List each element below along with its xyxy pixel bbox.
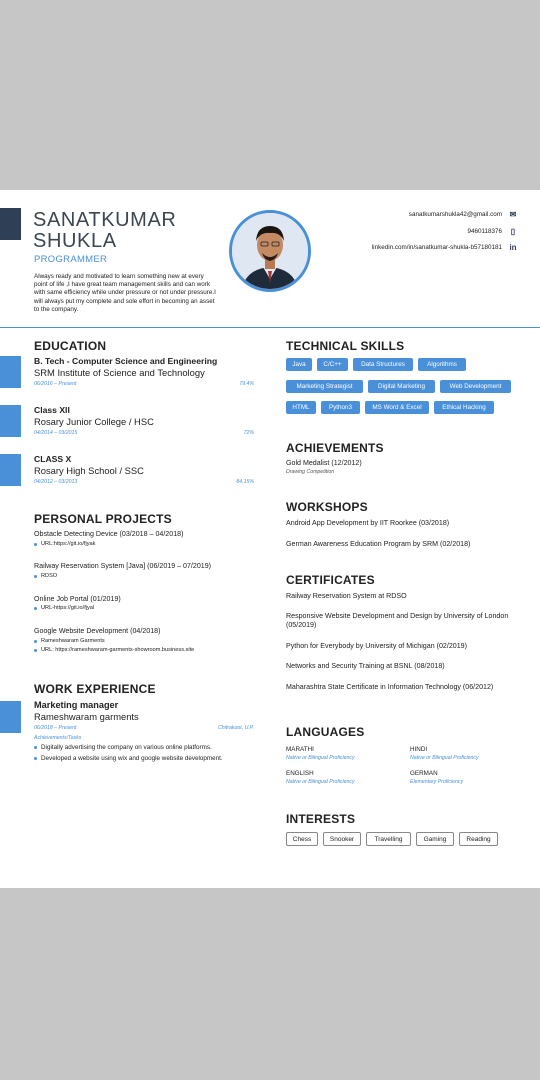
- work-company: Rameshwaram garments: [34, 711, 139, 722]
- interest-tag: Snooker: [323, 832, 361, 846]
- bullet-dot: [34, 640, 37, 643]
- candidate-name: [33, 210, 176, 252]
- education-degree: CLASS X: [34, 454, 72, 464]
- work-location: Chitrakoot, U.P.: [218, 725, 254, 731]
- skill-chip: Digital Marketing: [368, 380, 435, 393]
- certificate-item: Networks and Security Training at BSNL (08/2018): [286, 662, 445, 670]
- interest-tag: Gaming: [416, 832, 454, 846]
- bullet-dot: [34, 757, 37, 760]
- header-divider: [0, 327, 540, 328]
- workshop-item: German Awareness Education Program by SRM (02/2018): [286, 540, 471, 548]
- project-bullet: [34, 638, 105, 644]
- education-degree: Class XII: [34, 405, 70, 415]
- project-bullet[interactable]: [34, 647, 194, 653]
- skill-chip: Python3: [321, 401, 360, 414]
- achievements-heading: ACHIEVEMENTS: [286, 441, 384, 455]
- project-name: Online Job Portal (01/2019): [34, 595, 121, 603]
- interest-tag: Chess: [286, 832, 318, 846]
- last-name: SHUKLA: [33, 230, 117, 252]
- phone-icon: ▯: [510, 227, 516, 236]
- person-portrait-icon: [232, 213, 308, 289]
- certificate-item: Responsive Website Development and Design by University of London (05/2019): [286, 612, 509, 629]
- skill-chip: Ethical Hacking: [434, 401, 494, 414]
- language-name: MARATHI: [286, 746, 314, 753]
- bullet-dot: [34, 607, 37, 610]
- bullet-dot: [34, 649, 37, 652]
- project-bullet[interactable]: [34, 605, 94, 611]
- certificates-heading: CERTIFICATES: [286, 573, 375, 587]
- job-title: PROGRAMMER: [34, 254, 108, 265]
- education-meta: [34, 381, 254, 387]
- project-detail: Rameshwaram Garments: [41, 638, 105, 644]
- linkedin-contact[interactable]: [372, 243, 518, 252]
- email-text: sanatkumarshukla42@gmail.com: [408, 211, 502, 218]
- project-bullet: [34, 573, 57, 579]
- language-level: Elementary Proficiency: [410, 779, 464, 785]
- email-contact[interactable]: [409, 210, 518, 219]
- projects-heading: PERSONAL PROJECTS: [34, 512, 172, 526]
- project-detail: URL-https://git.io/fjyal: [41, 605, 95, 611]
- project-detail: URL:https://git.io/fjyak: [41, 541, 96, 547]
- education-degree: B. Tech - Computer Science and Engineering: [34, 356, 218, 366]
- skill-chip: HTML: [286, 401, 316, 414]
- skill-chip: Java: [286, 358, 312, 371]
- education-marker-1: [0, 356, 21, 388]
- interest-tag: Travelling: [366, 832, 411, 846]
- education-school: Rosary High School / SSC: [34, 465, 144, 476]
- skill-chip: MS Word & Excel: [365, 401, 429, 414]
- phone-contact[interactable]: [467, 227, 518, 236]
- language-level: Native or Bilingual Proficiency: [286, 755, 355, 761]
- skills-heading: TECHNICAL SKILLS: [286, 339, 405, 353]
- certificate-item: Python for Everybody by University of Michigan (02/2019): [286, 642, 467, 650]
- work-marker: [0, 701, 21, 733]
- certificate-item: Maharashtra State Certificate in Information Technology (06/2012): [286, 683, 494, 691]
- education-school: SRM Institute of Science and Technology: [34, 367, 205, 378]
- summary-text: Always ready and motivated to learn something new at every point of life ,I have great team management skills and can work with same efficiency while under pressure or not under pressure.I will always put my complete and sole effort in becoming an asset to the company.: [34, 273, 216, 313]
- education-dates: 04/2014 – 03/2015: [34, 430, 78, 436]
- interest-tag: Reading: [459, 832, 498, 846]
- first-name: SANATKUMAR: [33, 209, 177, 231]
- project-name: Railway Reservation System [Java] (06/2019 – 07/2019): [34, 562, 212, 570]
- education-heading: EDUCATION: [34, 339, 107, 353]
- languages-heading: LANGUAGES: [286, 725, 365, 739]
- education-dates: 06/2016 – Present: [34, 381, 77, 387]
- language-name: GERMAN: [410, 770, 438, 777]
- interests-heading: INTERESTS: [286, 812, 356, 826]
- workshops-heading: WORKSHOPS: [286, 500, 368, 514]
- work-position: Marketing manager: [34, 700, 119, 710]
- skill-chip: C/C++: [317, 358, 348, 371]
- language-level: Native or Bilingual Proficiency: [410, 755, 479, 761]
- work-heading: WORK EXPERIENCE: [34, 682, 156, 696]
- education-score: 79.4%: [239, 381, 254, 387]
- education-score: 84.15%: [236, 479, 254, 485]
- project-name: Obstacle Detecting Device (03/2018 – 04/2018): [34, 530, 184, 538]
- project-detail: URL: https://rameshwaram-garments-showroom.business.site: [41, 647, 195, 653]
- language-level: Native or Bilingual Proficiency: [286, 779, 355, 785]
- education-meta: [34, 430, 254, 436]
- language-name: HINDI: [410, 746, 428, 753]
- work-task: Developed a website using wix and google website development.: [41, 755, 223, 762]
- bullet-dot: [34, 543, 37, 546]
- work-bullet: [34, 755, 223, 762]
- skill-chip: Data Structures: [353, 358, 413, 371]
- education-dates: 04/2012 – 03/2013: [34, 479, 78, 485]
- work-bullet: [34, 744, 212, 751]
- education-score: 72%: [243, 430, 254, 436]
- bullet-dot: [34, 746, 37, 749]
- work-tasks-label: Achievements/Tasks: [34, 735, 82, 741]
- language-name: ENGLISH: [286, 770, 314, 777]
- achievement-name: Gold Medalist (12/2012): [286, 459, 362, 467]
- phone-text: 9460118376: [467, 228, 502, 235]
- education-marker-3: [0, 454, 21, 486]
- skill-chip: Algorithms: [418, 358, 466, 371]
- project-detail: RDSO: [41, 573, 58, 579]
- achievement-detail: Drawing Competition: [286, 469, 335, 475]
- skill-chip: Web Development: [440, 380, 511, 393]
- education-school: Rosary Junior College / HSC: [34, 416, 154, 427]
- work-dates: 06/2018 – Present: [34, 725, 77, 731]
- project-bullet[interactable]: [34, 541, 95, 547]
- profile-photo: [229, 210, 311, 292]
- bullet-dot: [34, 575, 37, 578]
- education-meta: [34, 479, 254, 485]
- certificate-item: Railway Reservation System at RDSO: [286, 592, 407, 600]
- work-meta: [34, 725, 254, 731]
- work-task: Digitally advertising the company on various online platforms.: [41, 744, 212, 751]
- workshop-item: Android App Development by IIT Roorkee (03/2018): [286, 519, 450, 527]
- linkedin-icon: in: [509, 243, 517, 252]
- header-accent-square: [0, 208, 21, 240]
- project-name: Google Website Development (04/2018): [34, 627, 161, 635]
- education-marker-2: [0, 405, 21, 437]
- email-icon: ✉: [509, 210, 517, 219]
- linkedin-text: linkedin.com/in/sanatkumar-shukla-b57180181: [371, 244, 502, 251]
- resume-page: [0, 190, 540, 888]
- skill-chip: Marketing Strategist: [286, 380, 363, 393]
